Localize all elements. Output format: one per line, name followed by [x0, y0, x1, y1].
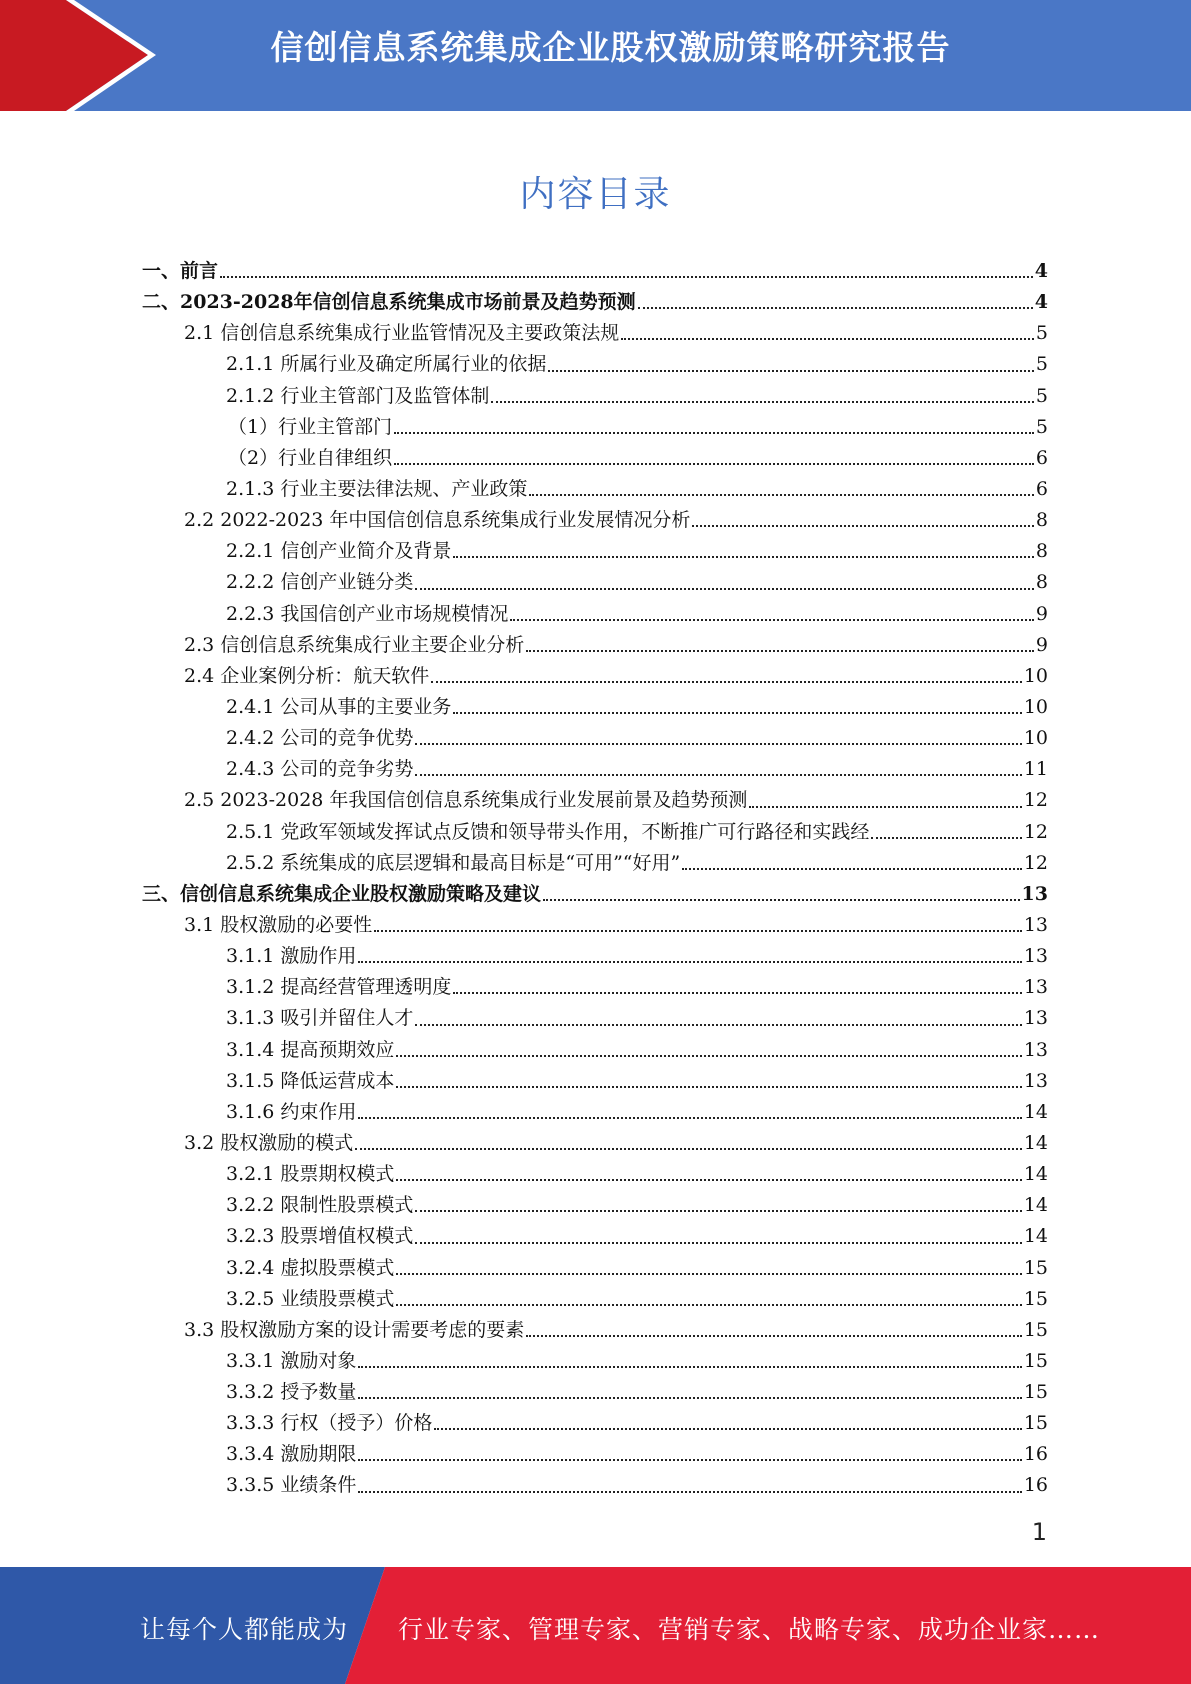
toc-dot-leader	[358, 1396, 1021, 1399]
toc-entry-label: 2.5 2023-2028 年我国信创信息系统集成行业发展前景及趋势预测	[184, 789, 748, 812]
toc-entry-page: 15	[1023, 1349, 1048, 1372]
toc-entry-page: 15	[1023, 1381, 1048, 1404]
toc-entry-page: 8	[1035, 540, 1048, 563]
toc-entry[interactable]	[142, 443, 1048, 474]
toc-entry-page: 13	[1023, 1038, 1048, 1061]
toc-entry[interactable]	[142, 1284, 1048, 1315]
toc-entry-label: 3.1.2 提高经营管理透明度	[226, 976, 452, 999]
toc-entry-label: 3.2 股权激励的模式	[184, 1131, 354, 1154]
toc-entry-label: 3.2.4 虚拟股票模式	[226, 1256, 395, 1279]
toc-entry-page: 9	[1035, 602, 1048, 625]
toc-entry-page: 14	[1023, 1194, 1048, 1217]
toc-entry-label: 3.1 股权激励的必要性	[184, 913, 373, 936]
toc-entry[interactable]	[142, 817, 1048, 848]
toc-dot-leader	[543, 898, 1020, 901]
toc-entry-label: 2.2.2 信创产业链分类	[226, 571, 414, 594]
toc-entry-page: 10	[1023, 727, 1048, 750]
toc-entry[interactable]	[142, 536, 1048, 567]
toc-entry-page: 9	[1035, 633, 1048, 656]
toc-entry-label: 2.2 2022-2023 年中国信创信息系统集成行业发展情况分析	[184, 509, 691, 532]
toc-entry-page: 13	[1023, 913, 1048, 936]
toc-entry-page: 15	[1023, 1287, 1048, 1310]
toc-entry-label: 2.4.3 公司的竞争劣势	[226, 758, 414, 781]
toc-entry[interactable]	[142, 256, 1048, 287]
toc-entry[interactable]	[142, 1470, 1048, 1501]
toc-entry[interactable]	[142, 1003, 1048, 1034]
toc-entry-page: 15	[1023, 1318, 1048, 1341]
toc-heading: 内容目录	[519, 174, 672, 215]
toc-entry[interactable]	[142, 630, 1048, 661]
toc-entry-page: 14	[1023, 1225, 1048, 1248]
toc-entry[interactable]	[142, 879, 1048, 910]
toc-entry-label: 3.1.6 约束作用	[226, 1100, 357, 1123]
table-of-contents	[142, 256, 1048, 1502]
toc-entry[interactable]	[142, 1377, 1048, 1408]
toc-entry[interactable]	[142, 567, 1048, 598]
toc-entry-label: 2.2.1 信创产业简介及背景	[226, 540, 452, 563]
toc-dot-leader	[415, 1023, 1021, 1026]
toc-entry[interactable]	[142, 941, 1048, 972]
toc-entry-label: 3.2.1 股票期权模式	[226, 1163, 395, 1186]
toc-dot-leader	[692, 524, 1033, 527]
toc-entry-page: 10	[1023, 664, 1048, 687]
toc-dot-leader	[453, 555, 1034, 558]
toc-entry[interactable]	[142, 1066, 1048, 1097]
toc-entry-label: 3.2.2 限制性股票模式	[226, 1194, 414, 1217]
toc-entry-label: 3.3 股权激励方案的设计需要考虑的要素	[184, 1318, 525, 1341]
toc-dot-leader	[431, 680, 1022, 683]
toc-dot-leader	[358, 1458, 1021, 1461]
toc-dot-leader	[396, 1085, 1021, 1088]
toc-entry-label: 二、2023-2028年信创信息系统集成市场前景及趋势预测	[142, 291, 636, 314]
toc-entry[interactable]	[142, 972, 1048, 1003]
toc-entry-page: 15	[1023, 1412, 1048, 1435]
toc-entry[interactable]	[142, 1159, 1048, 1190]
toc-dot-leader	[358, 1116, 1021, 1119]
toc-entry[interactable]	[142, 349, 1048, 380]
toc-entry-label: 2.4.2 公司的竞争优势	[226, 727, 414, 750]
toc-entry[interactable]	[142, 287, 1048, 318]
toc-dot-leader	[394, 431, 1034, 434]
toc-entry-label: 3.3.5 业绩条件	[226, 1474, 357, 1497]
toc-dot-leader	[682, 867, 1022, 870]
toc-entry[interactable]	[142, 1035, 1048, 1066]
toc-entry-page: 12	[1023, 820, 1048, 843]
toc-entry-page: 4	[1034, 291, 1048, 314]
toc-entry-page: 14	[1023, 1131, 1048, 1154]
toc-entry-label: 3.2.5 业绩股票模式	[226, 1287, 395, 1310]
toc-entry-page: 6	[1035, 446, 1048, 469]
toc-entry-label: 2.5.1 党政军领域发挥试点反馈和领导带头作用，不断推广可行路径和实践经	[226, 820, 870, 843]
report-title: 信创信息系统集成企业股权激励策略研究报告	[270, 28, 951, 67]
toc-entry[interactable]	[142, 785, 1048, 816]
toc-entry-page: 15	[1023, 1256, 1048, 1279]
toc-entry[interactable]	[142, 1128, 1048, 1159]
toc-entry[interactable]	[142, 1346, 1048, 1377]
toc-entry-label: 一、前言	[142, 260, 219, 282]
toc-entry-label: （2）行业自律组织	[228, 446, 393, 469]
toc-dot-leader	[749, 805, 1021, 808]
toc-dot-leader	[491, 400, 1034, 403]
toc-entry-page: 16	[1023, 1443, 1048, 1466]
toc-dot-leader	[871, 836, 1021, 839]
toc-entry-page: 14	[1023, 1163, 1048, 1186]
toc-entry-label: 2.1.1 所属行业及确定所属行业的依据	[226, 353, 547, 376]
toc-dot-leader	[220, 275, 1033, 278]
toc-dot-leader	[355, 1147, 1022, 1150]
toc-entry-label: 2.2.3 我国信创产业市场规模情况	[226, 602, 509, 625]
toc-entry-page: 6	[1035, 477, 1048, 500]
toc-dot-leader	[396, 1272, 1021, 1275]
toc-dot-leader	[453, 711, 1021, 714]
toc-entry-label: 3.3.1 激励对象	[226, 1349, 357, 1372]
toc-entry-page: 13	[1021, 882, 1048, 905]
toc-entry-label: 2.4.1 公司从事的主要业务	[226, 695, 452, 718]
toc-entry-page: 13	[1023, 1069, 1048, 1092]
toc-entry-page: 5	[1035, 322, 1048, 345]
toc-entry-page: 8	[1035, 571, 1048, 594]
toc-entry[interactable]	[142, 1097, 1048, 1128]
toc-dot-leader	[434, 1427, 1021, 1430]
toc-entry-page: 5	[1035, 353, 1048, 376]
toc-entry-label: 2.1.3 行业主要法律法规、产业政策	[226, 477, 528, 500]
toc-dot-leader	[374, 929, 1022, 932]
toc-dot-leader	[415, 742, 1021, 745]
header-banner	[0, 0, 1191, 111]
toc-entry[interactable]	[142, 318, 1048, 349]
toc-entry-page: 12	[1023, 851, 1048, 874]
toc-dot-leader	[621, 337, 1034, 340]
toc-entry-label: 3.3.4 激励期限	[226, 1443, 357, 1466]
toc-entry-label: 3.2.3 股票增值权模式	[226, 1225, 414, 1248]
toc-entry-label: 三、信创信息系统集成企业股权激励策略及建议	[142, 882, 542, 905]
toc-entry-label: 3.1.3 吸引并留住人才	[226, 1007, 414, 1030]
toc-entry[interactable]	[142, 599, 1048, 630]
toc-entry-page: 10	[1023, 695, 1048, 718]
toc-dot-leader	[548, 369, 1034, 372]
toc-entry-page: 13	[1023, 976, 1048, 999]
toc-entry[interactable]	[142, 692, 1048, 723]
toc-dot-leader	[453, 991, 1021, 994]
page-number: 1	[1031, 1518, 1047, 1546]
toc-entry[interactable]	[142, 474, 1048, 505]
footer-slogan-right: 行业专家、管理专家、营销专家、战略专家、成功企业家……	[398, 1615, 1101, 1644]
toc-entry-label: 2.1.2 行业主管部门及监管体制	[226, 384, 490, 407]
toc-entry[interactable]	[142, 381, 1048, 412]
toc-entry-label: 3.1.4 提高预期效应	[226, 1038, 395, 1061]
toc-entry-page: 11	[1023, 758, 1048, 781]
toc-entry-label: 2.3 信创信息系统集成行业主要企业分析	[184, 633, 525, 656]
toc-dot-leader	[526, 1334, 1022, 1337]
toc-dot-leader	[638, 306, 1033, 309]
toc-entry[interactable]	[142, 910, 1048, 941]
toc-entry[interactable]	[142, 505, 1048, 536]
toc-entry-page: 5	[1035, 384, 1048, 407]
toc-dot-leader	[529, 493, 1034, 496]
toc-entry-label: 3.3.2 授予数量	[226, 1381, 357, 1404]
toc-entry-page: 4	[1034, 260, 1048, 282]
toc-entry-label: 3.1.1 激励作用	[226, 945, 357, 968]
toc-dot-leader	[415, 587, 1034, 590]
footer-slogan-left: 让每个人都能成为	[140, 1615, 349, 1644]
header-arrow-icon	[0, 0, 170, 111]
toc-dot-leader	[358, 960, 1021, 963]
toc-entry-label: （1）行业主管部门	[228, 415, 393, 438]
toc-dot-leader	[415, 773, 1021, 776]
toc-dot-leader	[415, 1209, 1021, 1212]
toc-dot-leader	[510, 618, 1034, 621]
toc-entry[interactable]	[142, 1190, 1048, 1221]
toc-dot-leader	[358, 1490, 1021, 1493]
toc-entry-page: 12	[1023, 789, 1048, 812]
toc-entry-page: 13	[1023, 945, 1048, 968]
toc-entry-label: 2.4 企业案例分析：航天软件	[184, 664, 430, 687]
toc-entry-page: 13	[1023, 1007, 1048, 1030]
toc-entry[interactable]	[142, 412, 1048, 443]
toc-dot-leader	[526, 649, 1034, 652]
toc-entry[interactable]	[142, 848, 1048, 879]
toc-entry-label: 2.1 信创信息系统集成行业监管情况及主要政策法规	[184, 322, 620, 345]
toc-entry[interactable]	[142, 1253, 1048, 1284]
toc-dot-leader	[396, 1178, 1021, 1181]
footer-banner	[0, 1567, 1191, 1684]
toc-entry-label: 3.3.3 行权（授予）价格	[226, 1412, 433, 1435]
toc-dot-leader	[396, 1303, 1021, 1306]
toc-entry[interactable]	[142, 754, 1048, 785]
toc-entry-label: 3.1.5 降低运营成本	[226, 1069, 395, 1092]
toc-dot-leader	[415, 1241, 1021, 1244]
toc-entry-page: 16	[1023, 1474, 1048, 1497]
toc-entry[interactable]	[142, 723, 1048, 754]
toc-entry-page: 8	[1035, 509, 1048, 532]
toc-entry[interactable]	[142, 1221, 1048, 1252]
toc-entry-page: 5	[1035, 415, 1048, 438]
toc-entry[interactable]	[142, 1315, 1048, 1346]
toc-dot-leader	[358, 1365, 1021, 1368]
toc-entry-page: 14	[1023, 1100, 1048, 1123]
toc-entry-label: 2.5.2 系统集成的底层逻辑和最高目标是“可用”“好用”	[226, 851, 681, 874]
toc-entry[interactable]	[142, 1408, 1048, 1439]
toc-entry[interactable]	[142, 661, 1048, 692]
toc-entry[interactable]	[142, 1439, 1048, 1470]
toc-dot-leader	[396, 1054, 1021, 1057]
toc-dot-leader	[394, 462, 1034, 465]
